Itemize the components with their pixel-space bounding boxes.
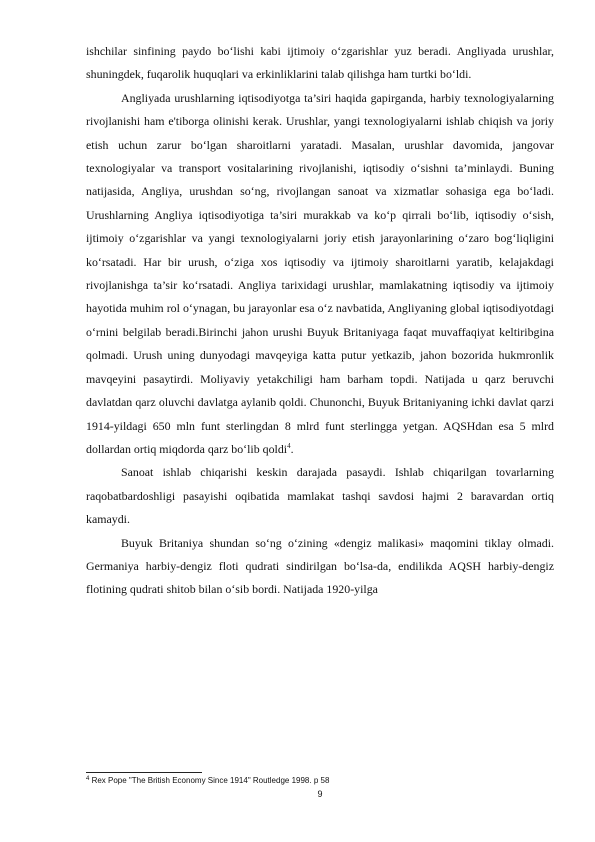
paragraph-2-end: . [290, 441, 294, 456]
footnote-divider [86, 772, 202, 773]
body-text [86, 40, 554, 602]
footnote [86, 776, 554, 786]
footnote-reference[interactable]: 4 [287, 441, 291, 450]
page-number: 9 [317, 789, 323, 799]
footnote-text: Rex Pope "The British Economy Since 1914" Routledge 1998. p 58 [89, 776, 330, 785]
paragraph-4: Buyuk Britaniya shundan so‘ng o‘zining «dengiz malikasi» maqomini tiklay olmadi. Germaniya harbiy-dengiz floti qudrati sindirilgan bo‘lsa-da, endilikda AQSH harbiy-dengiz flotining qudrati shitob bilan o‘sib bordi. Natijada 1920-yilga [86, 535, 554, 597]
paragraph-3: Sanoat ishlab chiqarishi keskin darajada pasaydi. Ishlab chiqarilgan tovarlarning raqobatbardoshligi pasayishi oqibatida mamlakat tashqi savdosi hajmi 2 baravardan ortiq kamaydi. [86, 465, 554, 527]
footnote-number: 4 [86, 776, 90, 782]
paragraph-1: ishchilar sinfining paydo bo‘lishi kabi ijtimoiy o‘zgarishlar yuz beradi. Angliyada urushlar, shuningdek, fuqarolik huquqlari va erkinliklarini talab qilishga ham turtki bo‘ldi. [86, 44, 554, 82]
paragraph-2-text: Angliyada urushlarning iqtisodiyotga ta’siri haqida gapirganda, harbiy texnologiyalarning rivojlanishi ham e'tiborga olinishi kerak. Urushlar, yangi texnologiyalarni ishlab chiqish va joriy etish uchun zarur bo‘lgan sharoitlarni yaratadi. Masalan, urushlar davomida, jangovar texnologiyalar va transport vositalarining rivojlanishi, iqtisodiy o‘sishni ta’minlaydi. Buning natijasida, Angliya, urushdan so‘ng, rivojlangan sanoat va xizmatlar sohasiga ega bo‘ladi. Urushlarning Angliya iqtisodiyotiga ta’siri murakkab va ko‘p qirrali bo‘lib, iqtisodiy o‘sish, ijtimoiy o‘zgarishlar va yangi texnologiyalarni joriy etish jarayonlarining o‘zaro bog‘liqligini ko‘rsatadi. Har bir urush, o‘ziga xos iqtisodiy va ijtimoiy sharoitlarni yaratib, kelajakdagi rivojlanishga ta’sir ko‘rsatadi. Angliya tarixidagi urushlar, mamlakatning iqtisodiy va ijtimoiy hayotida muhim rol o‘ynagan, bu jarayonlar esa o‘z navbatida, Angliyaning global iqtisodiyotdagi o‘rnini belgilab beradi.Birinchi jahon urushi Buyuk Britaniyaga faqat muvaffaqiyat keltiribgina qolmadi. Urush uning dunyodagi mavqeyiga katta putur yetkazib, jahon bozorida hukmronlik mavqeyini pasaytirdi. Moliyaviy yetakchiligi ham barham topdi. Natijada u qarz beruvchi davlatdan qarz oluvchi davlatga aylanib qoldi. Chunonchi, Buyuk Britaniyaning ichki davlat qarzi 1914-yildagi 650 mln funt sterlingdan 8 mlrd funt sterlingga yetgan. AQSHdan esa 5 mlrd dollardan ortiq miqdorda qarz bo‘lib qoldi [86, 90, 554, 456]
paragraph-2 [86, 87, 554, 462]
